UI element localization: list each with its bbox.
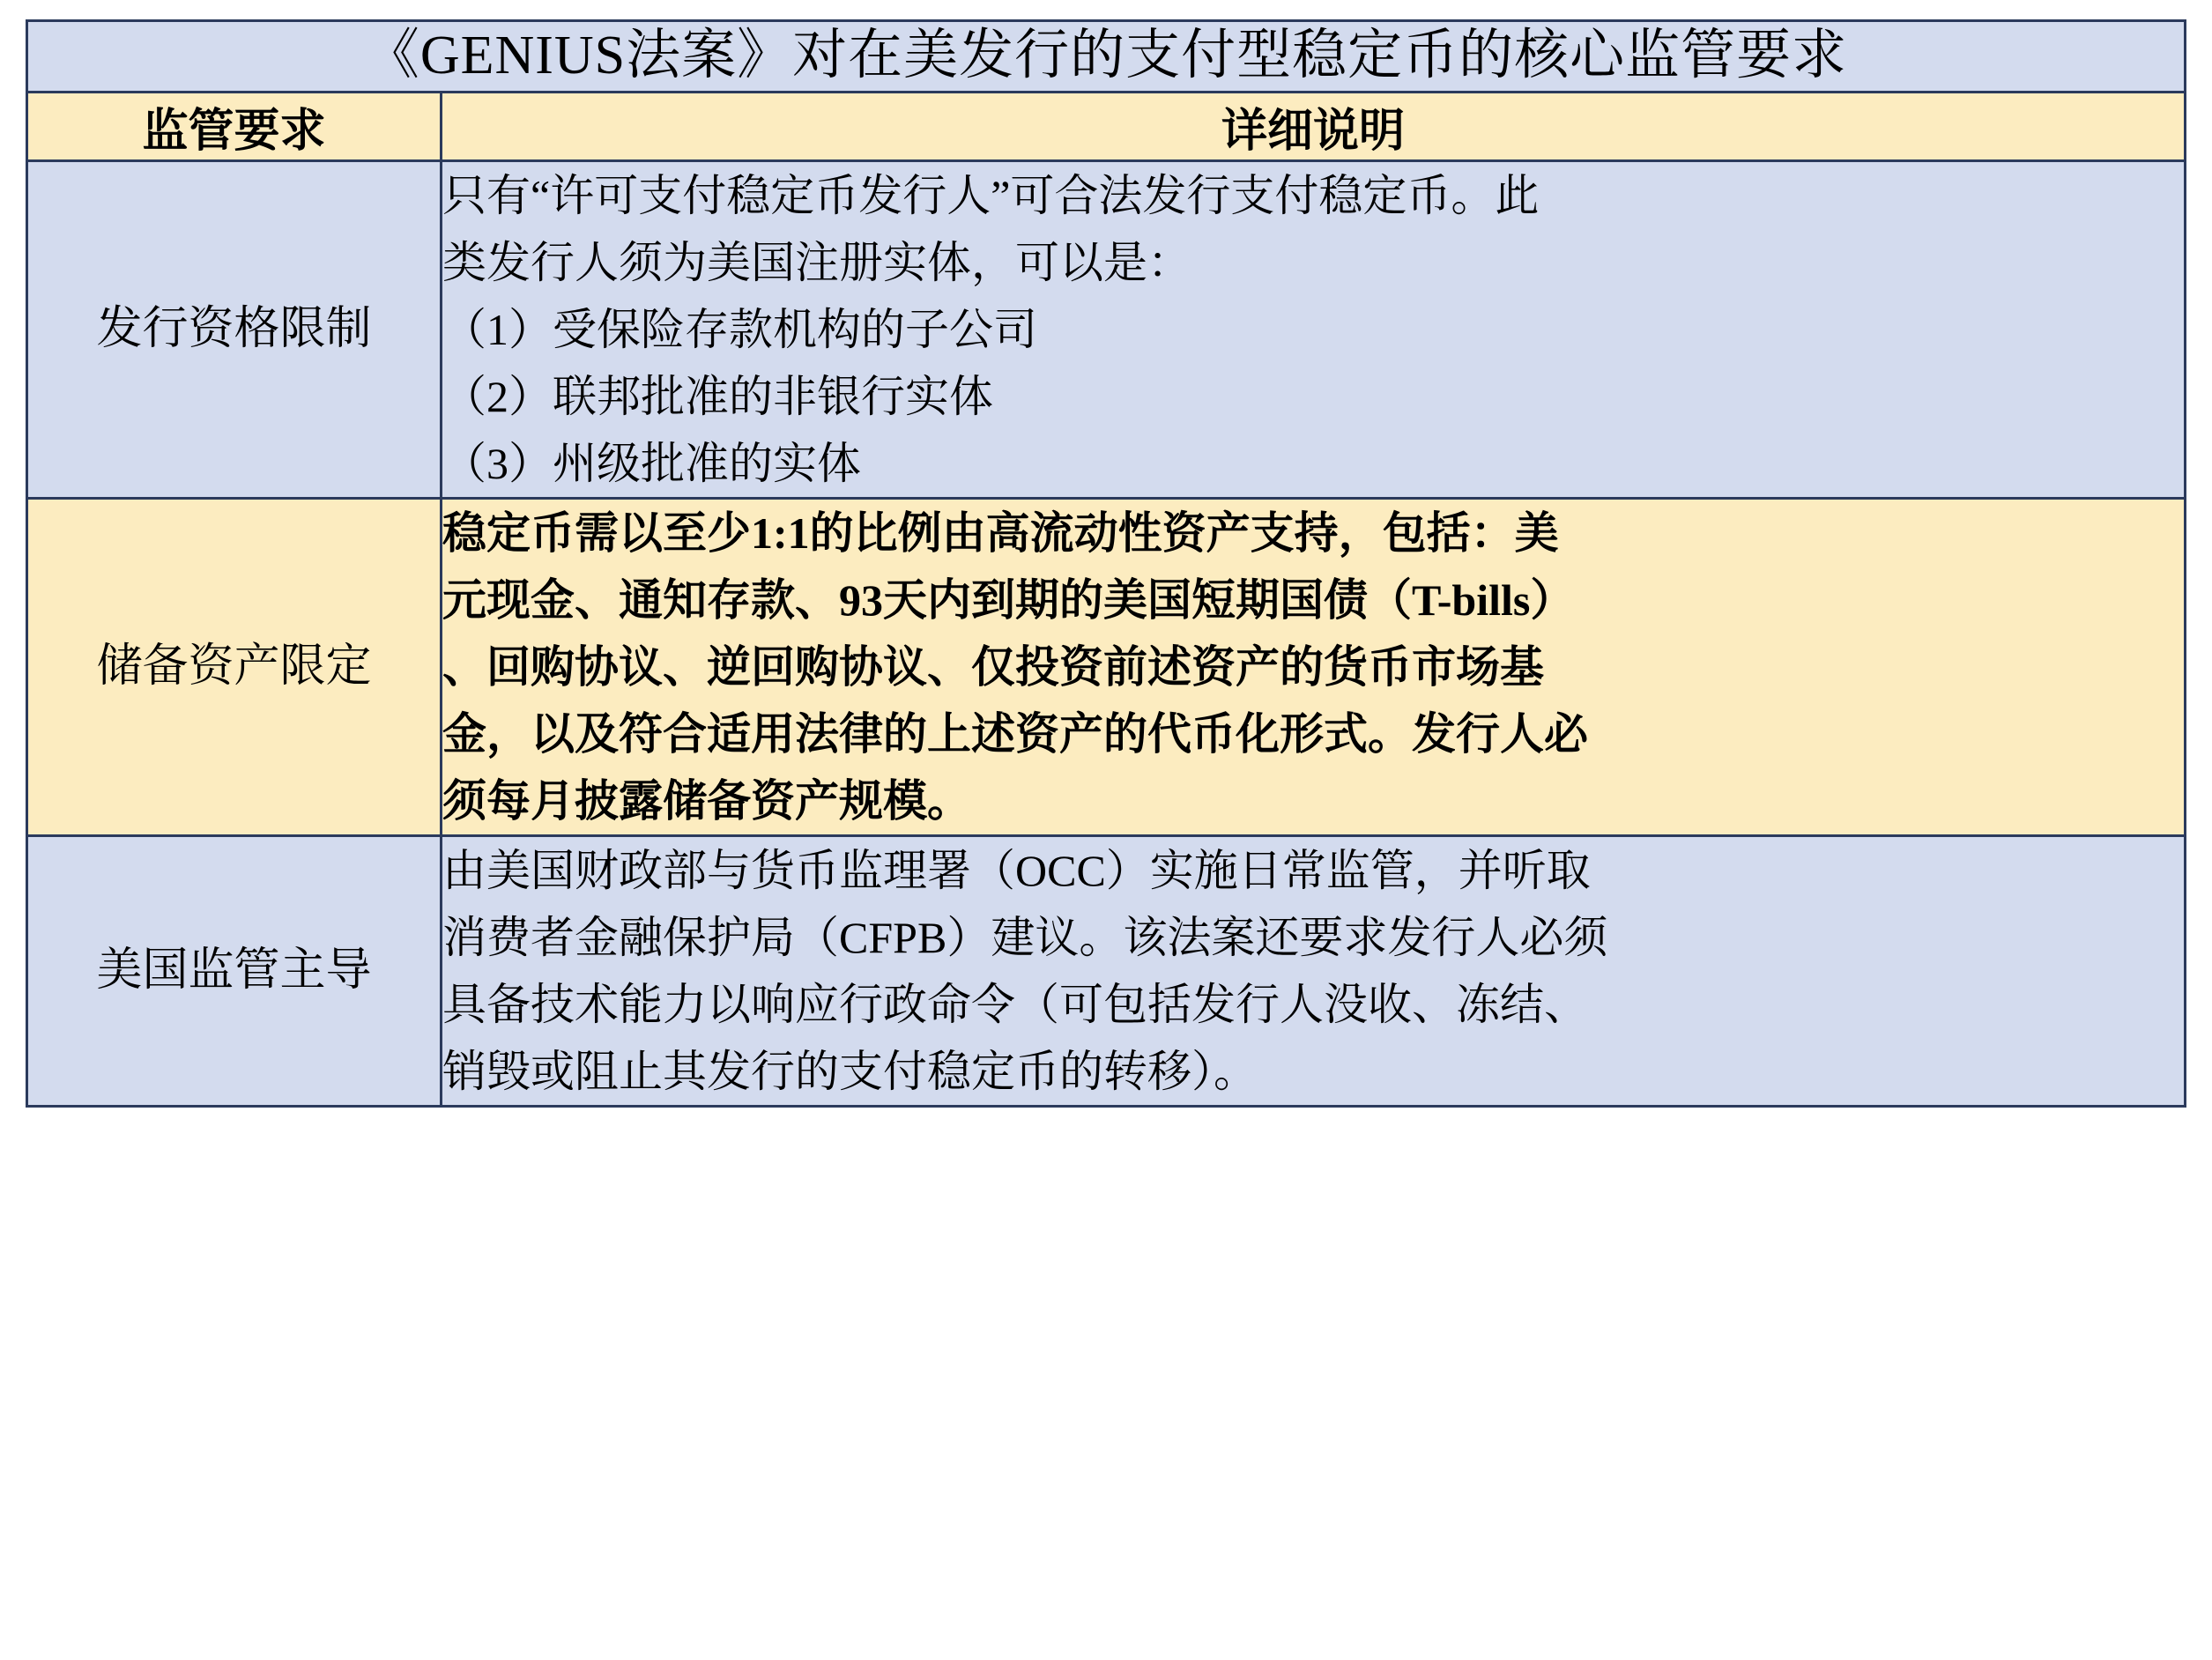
document-title: 《GENIUS法案》对在美发行的支付型稳定币的核心监管要求: [27, 21, 2186, 93]
table-row: [27, 498, 2186, 835]
detail-line: 具备技术能力以响应行政命令（可包括发行人没收、冻结、: [442, 979, 1588, 1029]
column-header-requirement: 监管要求: [27, 92, 442, 160]
row-label-us-supervision: 美国监管主导: [27, 835, 442, 1106]
table-row: [27, 835, 2186, 1106]
row-detail-us-supervision: [442, 835, 2186, 1106]
detail-line: 销毁或阻止其发行的支付稳定币的转移）。: [442, 1046, 1258, 1096]
detail-line: 稳定币需以至少1:1的比例由高流动性资产支持，包括：美: [442, 508, 1559, 558]
row-label-reserve-assets: 储备资产限定: [27, 498, 442, 835]
table-title-row: [27, 21, 2186, 93]
detail-line: 、回购协议、逆回购协议、仅投资前述资产的货币市场基: [442, 641, 1544, 692]
detail-line: （1）受保险存款机构的子公司: [442, 304, 1037, 354]
column-header-detail: 详细说明: [442, 92, 2186, 160]
detail-line: 类发行人须为美国注册实体，可以是：: [442, 237, 1191, 287]
detail-line: （2）联邦批准的非银行实体: [442, 371, 993, 421]
detail-line: 金，以及符合适用法律的上述资产的代币化形式。发行人必: [442, 708, 1588, 759]
row-detail-reserve-assets: [442, 498, 2186, 835]
detail-line: （3）州级批准的实体: [442, 438, 861, 488]
table-row: [27, 160, 2186, 498]
detail-line: 元现金、通知存款、93天内到期的美国短期国债（T-bills）: [442, 574, 1575, 625]
regulatory-requirements-table: [26, 19, 2186, 1108]
detail-line: 由美国财政部与货币监理署（OCC）实施日常监管，并听取: [442, 845, 1591, 895]
detail-line: 只有“许可支付稳定币发行人”可合法发行支付稳定币。此: [442, 170, 1540, 220]
table-header-row: [27, 92, 2186, 160]
row-detail-issuer-eligibility: [442, 160, 2186, 498]
detail-line: 须每月披露储备资产规模。: [442, 775, 971, 826]
detail-line: 消费者金融保护局（CFPB）建议。该法案还要求发行人必须: [442, 912, 1608, 962]
row-label-issuer-eligibility: 发行资格限制: [27, 160, 442, 498]
